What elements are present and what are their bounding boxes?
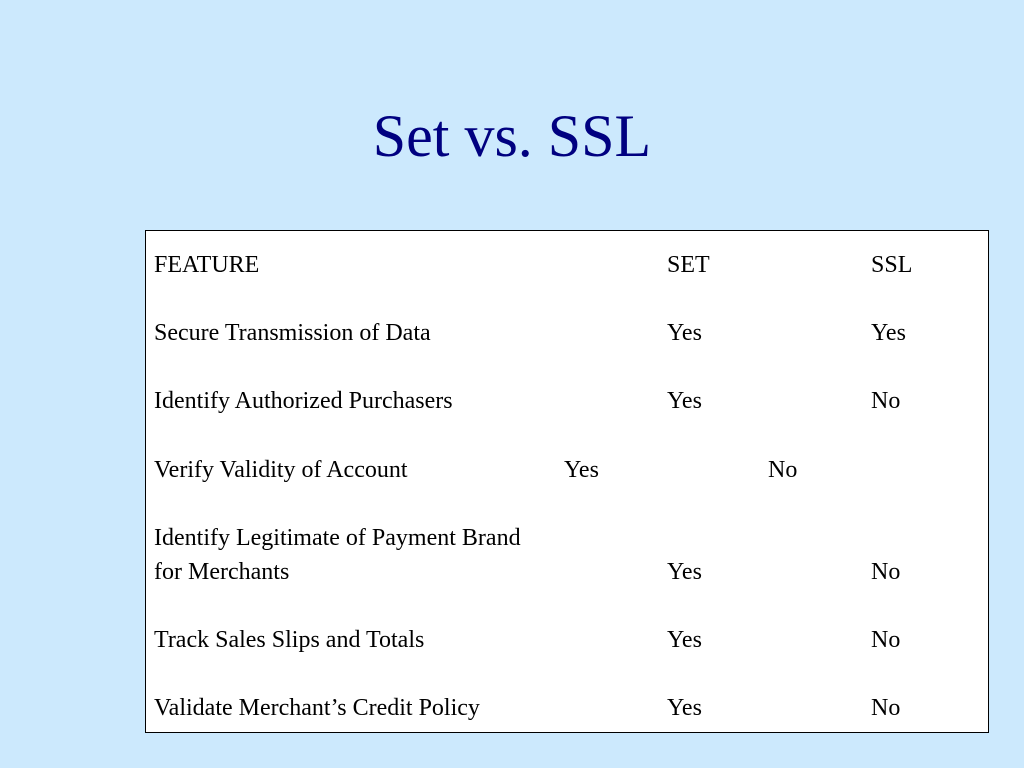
header-set: SET: [667, 252, 710, 278]
row-feature-label: Identify Authorized Purchasers: [154, 388, 453, 414]
row-ssl-value: No: [871, 388, 901, 414]
row-feature-label: Secure Transmission of Data: [154, 320, 431, 346]
row-set-value: Yes: [667, 388, 702, 414]
row-ssl-value: No: [871, 695, 901, 721]
row-set-value: Yes: [667, 320, 702, 346]
slide-title: Set vs. SSL: [372, 103, 652, 169]
row-ssl-value: No: [871, 559, 901, 585]
row-ssl-value: Yes: [871, 320, 906, 346]
row-feature-label: Validate Merchant’s Credit Policy: [154, 695, 480, 721]
row-set-value: Yes: [667, 559, 702, 585]
header-feature: FEATURE: [154, 252, 260, 278]
header-ssl: SSL: [871, 252, 913, 278]
row-feature-label: Track Sales Slips and Totals: [154, 627, 425, 653]
row-feature-label-line2: for Merchants: [154, 559, 290, 585]
row-feature-label: Verify Validity of Account: [154, 457, 408, 483]
row-set-value: Yes: [564, 457, 599, 483]
row-ssl-value: No: [768, 457, 798, 483]
row-set-value: Yes: [667, 627, 702, 653]
row-feature-label-line1: Identify Legitimate of Payment Brand: [154, 525, 521, 551]
row-set-value: Yes: [667, 695, 702, 721]
row-ssl-value: No: [871, 627, 901, 653]
